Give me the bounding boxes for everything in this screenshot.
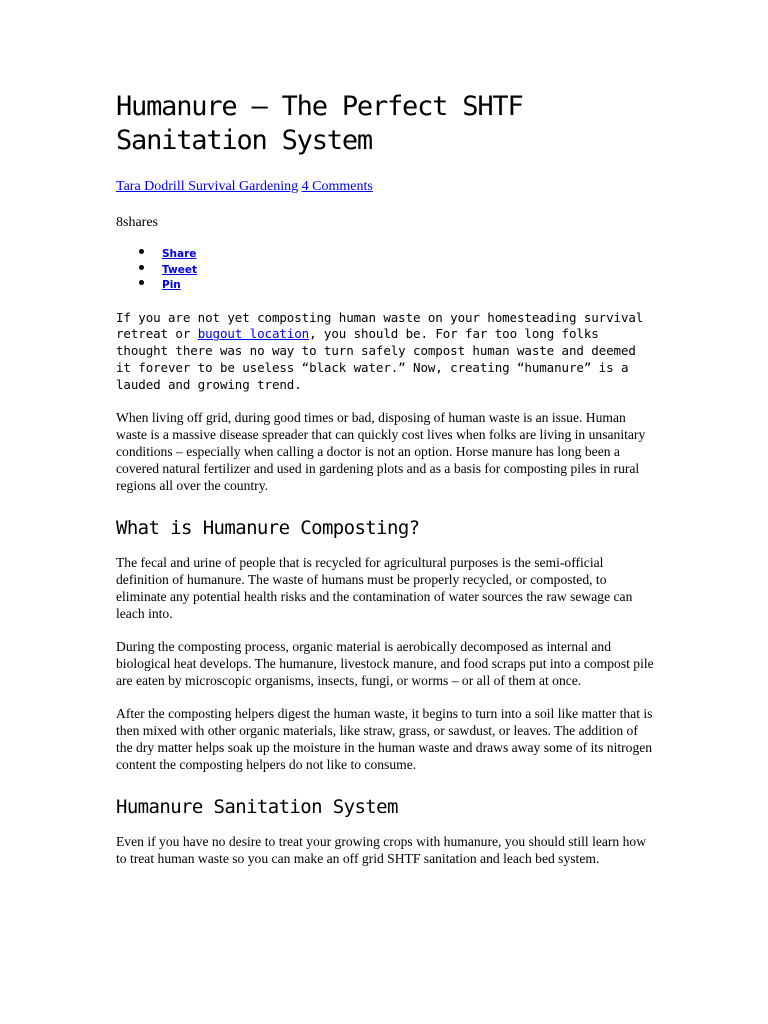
body-paragraph: When living off grid, during good times or bad, disposing of human waste is an issue. Human waste is a massive disease spreader that can quickly cost lives when folks are living in unsanitary conditions – especially when calling a doctor is not an option. Horse manure has long been a covered natural fertilizer and used in gardening plots and as a basis for composting piles in rural regions all over the country. <box>116 410 646 494</box>
author-link[interactable]: Tara Dodrill Survival Gardening <box>116 179 299 194</box>
bullet-icon <box>139 280 144 285</box>
body-paragraph: After the composting helpers digest the human waste, it begins to turn into a soil like matter that is then mixed with other organic materials, like straw, grass, or sawdust, or leaves. The addition of the dry matter helps soak up the moisture in the human waste and draws away some of its nitrogen content the composting helpers do not like to consume. <box>116 706 653 773</box>
social-item-tweet <box>116 261 656 277</box>
byline <box>116 178 656 196</box>
bullet-icon <box>139 249 144 254</box>
section-heading: Humanure Sanitation System <box>116 796 398 819</box>
social-share-list <box>116 245 656 292</box>
intro-text-start: If you are not yet composting human waste on your homesteading survival retreat or <box>116 309 644 342</box>
bullet-icon <box>139 265 144 270</box>
social-item-pin <box>116 276 656 292</box>
tweet-link[interactable]: Tweet <box>162 263 197 276</box>
article-title: Humanure – The Perfect SHTF Sanitation System <box>116 91 523 156</box>
body-paragraph: The fecal and urine of people that is recycled for agricultural purposes is the semi-official definition of humanure. The waste of humans must be properly recycled, or composted, to eliminate any potential health risks and the contamination of water sources the raw sewage can leach into. <box>116 555 633 622</box>
share-count: 8shares <box>116 215 158 230</box>
social-item-share <box>116 245 656 261</box>
share-link[interactable]: Share <box>162 248 197 260</box>
pin-link[interactable]: Pin <box>162 279 181 291</box>
body-paragraph: Even if you have no desire to treat your growing crops with humanure, you should still learn how to treat human waste so you can make an off grid SHTF sanitation and leach bed system. <box>116 834 647 867</box>
article <box>116 90 656 867</box>
intro-paragraph <box>116 310 656 394</box>
section-heading: What is Humanure Composting? <box>116 517 420 540</box>
body-paragraph: During the composting process, organic material is aerobically decomposed as internal and biological heat develops. The humanure, livestock manure, and food scraps put into a compost pile are eaten by microscopic organisms, insects, fungi, or worms – or all of them at once. <box>116 639 654 689</box>
bugout-location-link[interactable]: bugout location <box>197 326 310 342</box>
comments-link[interactable]: 4 Comments <box>301 179 373 194</box>
intro-text-end: , you should be. For far too long folks thought there was no way to turn safely compost human waste and deemed it forever to be useless “black water.” Now, creating “humanure” is a lauded and growing trend. <box>116 326 636 392</box>
